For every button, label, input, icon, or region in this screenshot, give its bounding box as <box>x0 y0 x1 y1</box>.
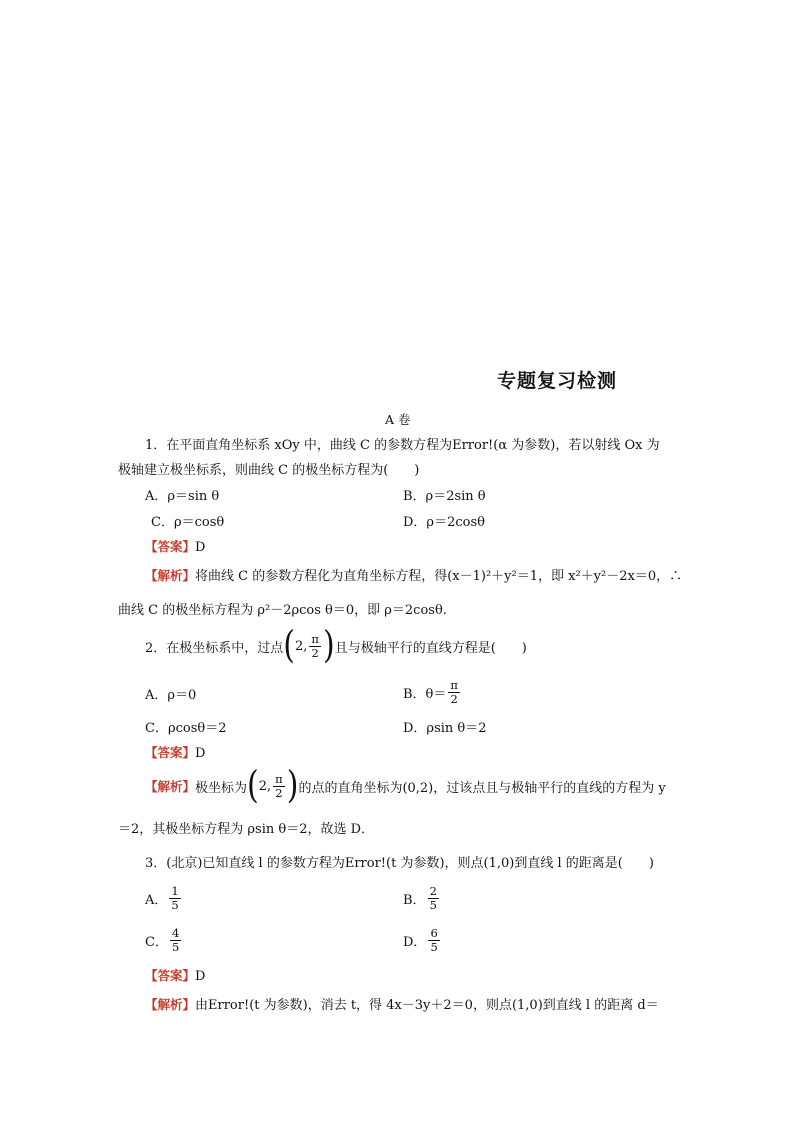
fraction <box>169 885 180 912</box>
pi-over-2-fraction <box>273 773 285 800</box>
q3-answer <box>145 966 205 984</box>
q2-option-b-label: B．θ＝ <box>403 686 447 702</box>
q2-answer <box>145 743 205 761</box>
fraction-denominator: 2 <box>450 691 458 706</box>
q1-option-d: D．ρ＝2cosθ <box>403 515 485 530</box>
fraction-numerator: 2 <box>429 883 437 898</box>
answer-tag: 【答案】 <box>145 745 196 760</box>
fraction <box>428 927 439 954</box>
left-paren: ( <box>283 623 295 668</box>
option-label: D． <box>403 934 427 950</box>
q2-suffix: 且与极轴平行的直线方程是( ) <box>334 640 527 656</box>
fraction-numerator: 4 <box>171 925 180 940</box>
analysis-tag: 【解析】 <box>145 779 196 794</box>
q2-stem <box>145 623 527 668</box>
q2-point-r: 2, <box>295 638 308 654</box>
q3-option-d <box>403 923 442 957</box>
analysis-suffix: 的点的直角坐标为(0,2)，过该点且与极轴平行的直线的方程为 y <box>298 780 666 796</box>
fraction-denominator: 5 <box>171 897 179 912</box>
answer-value: D <box>195 746 206 761</box>
answer-value: D <box>195 969 206 984</box>
option-label: B． <box>403 892 426 908</box>
q2-option-c: C．ρcosθ＝2 <box>145 721 227 736</box>
q1-line2: 极轴建立极坐标系，则曲线 C 的极坐标方程为( ) <box>118 463 420 478</box>
right-paren: ) <box>322 623 335 668</box>
answer-value: D <box>195 540 206 555</box>
q2-analysis-line2: ＝2，其极坐标方程为 ρsin θ＝2，故选 D． <box>118 822 375 837</box>
option-label: C． <box>145 934 168 950</box>
q3-stem: 3．(北京)已知直线 l 的参数方程为Error!(t 为参数)，则点(1,0)到直线 l 的距离是( ) <box>145 856 654 871</box>
analysis-tag: 【解析】 <box>145 568 196 583</box>
right-paren: ) <box>286 763 299 808</box>
q2-analysis-line1 <box>145 763 666 808</box>
pi-over-2-fraction <box>448 679 460 706</box>
analysis-text: 由Error!(t 为参数)，消去 t，得 4x－3y＋2＝0，则点(1,0)到直线 l 的距离 d＝ <box>195 998 659 1013</box>
q1-option-a: A．ρ＝sin θ <box>145 489 220 504</box>
fraction-denominator: 5 <box>429 897 437 912</box>
analysis-text: 将曲线 C 的参数方程化为直角坐标方程，得(x－1)²＋y²＝1，即 x²＋y²－2x＝0，∴ <box>195 569 683 584</box>
fraction-numerator: 1 <box>171 883 179 898</box>
fraction-numerator: π <box>311 631 319 646</box>
fraction <box>170 927 181 954</box>
q3-option-c <box>145 923 183 957</box>
fraction-numerator: 6 <box>430 925 438 940</box>
page-title: 专题复习检测 <box>497 370 618 392</box>
q2-prefix: 2．在极坐标系中，过点 <box>145 640 284 656</box>
q1-option-b: B．ρ＝2sin θ <box>403 489 486 504</box>
q2-option-b <box>403 676 462 708</box>
section-label: A 卷 <box>385 412 411 427</box>
fraction-denominator: 2 <box>311 645 319 660</box>
fraction-denominator: 5 <box>171 939 180 954</box>
q1-line1: 1．在平面直角坐标系 xOy 中，曲线 C 的参数方程为Error!(α 为参数)，若以射线 Ox 为 <box>145 438 660 453</box>
q3-option-b <box>403 881 441 915</box>
fraction <box>428 885 439 912</box>
q3-analysis-line1 <box>145 994 659 1013</box>
q1-analysis-line2: 曲线 C 的极坐标方程为 ρ²－2ρcos θ＝0，即 ρ＝2cosθ. <box>118 603 447 618</box>
fraction-numerator: π <box>450 677 458 692</box>
left-paren: ( <box>247 763 259 808</box>
answer-tag: 【答案】 <box>145 968 196 983</box>
analysis-prefix: 极坐标为 <box>195 780 248 796</box>
fraction-denominator: 5 <box>430 939 438 954</box>
q2-option-d: D．ρsin θ＝2 <box>403 721 487 736</box>
q3-option-a <box>145 881 183 915</box>
pi-over-2-fraction <box>309 633 321 660</box>
q1-analysis-line1 <box>145 565 682 584</box>
answer-tag: 【答案】 <box>145 539 196 554</box>
q1-option-c: C．ρ＝cosθ <box>151 515 225 530</box>
fraction-denominator: 2 <box>275 785 283 800</box>
fraction-numerator: π <box>275 771 283 786</box>
option-label: A． <box>145 892 168 908</box>
q1-answer <box>145 537 205 555</box>
analysis-point-r: 2, <box>258 778 272 794</box>
q2-option-a: A．ρ＝0 <box>145 688 197 703</box>
analysis-tag: 【解析】 <box>145 997 196 1012</box>
